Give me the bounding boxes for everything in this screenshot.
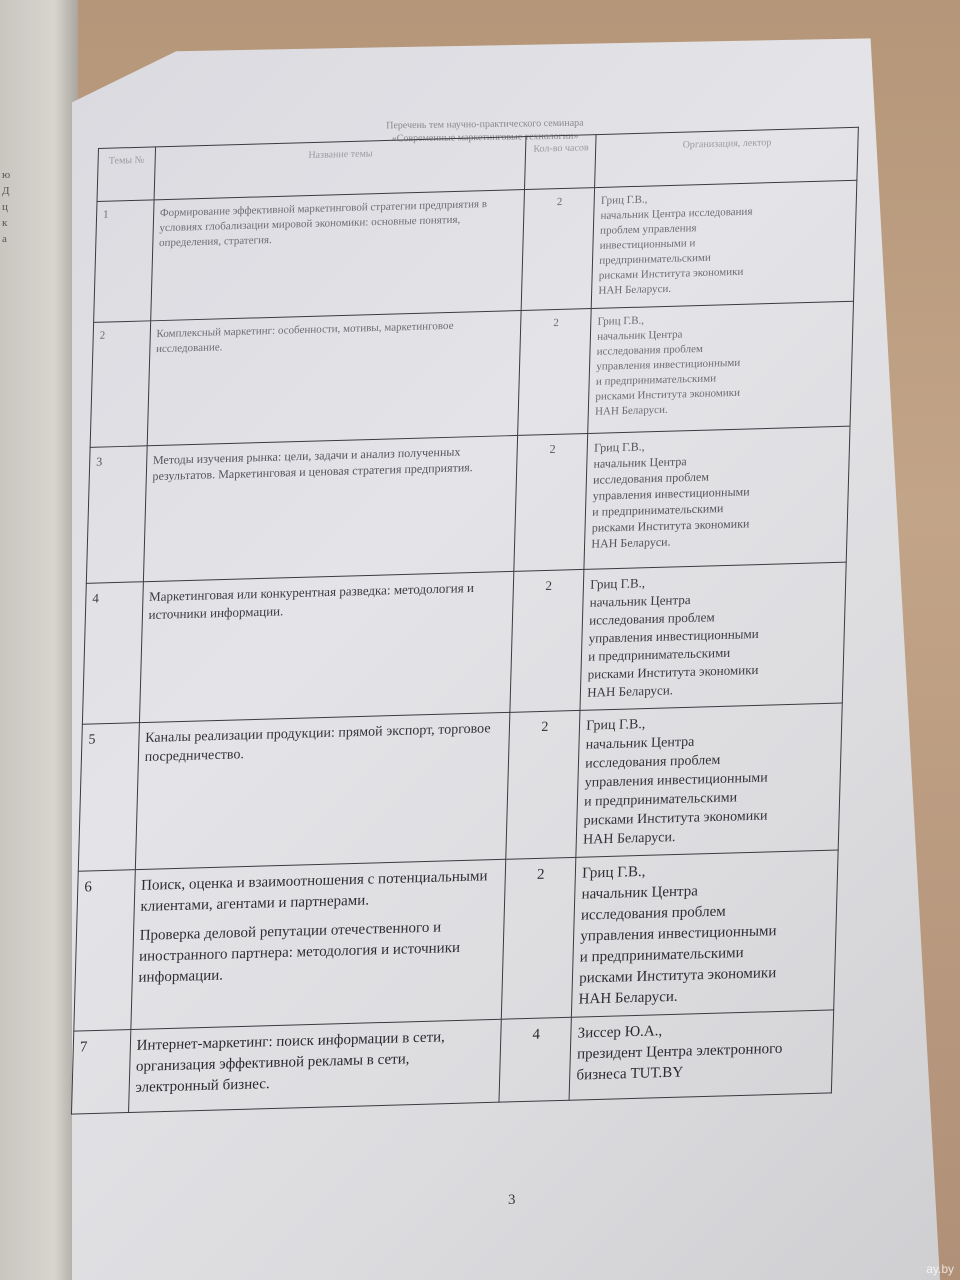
organizer-line: президент Центра электронного [576,1040,783,1063]
organizer-line: исследования проблем [592,469,710,487]
organizer-line: Зиссер Ю.А., [577,1023,663,1042]
topic-title [131,859,507,1029]
topic-title [135,712,510,869]
organizer-line: проблем управления [599,222,697,237]
organizer-line: Гриц Г.В., [590,575,646,592]
topic-hours: 2 [506,710,580,859]
title-line-1: Перечень тем научно-практического семинара [386,117,584,132]
topic-hours: 4 [499,1017,571,1102]
organizer-line: начальник Центра [585,734,695,753]
organizer-line: начальник Центра [593,454,687,471]
organizer-line: предпринимательскими [599,251,712,267]
topic-organizer [580,562,846,710]
topic-organizer [572,850,839,1017]
organizer-line: инвестиционными и [599,237,696,252]
organizer-line: НАН Беларуси. [578,988,678,1008]
watermark: ay.by [926,1262,954,1276]
topic-hours: 2 [514,433,588,571]
header-number: Темы № [97,147,155,202]
topic-title [147,310,522,445]
header-organizer: Организация, лектор [595,127,859,187]
topic-hours: 2 [522,188,595,311]
organizer-line: рисками Института экономики [578,965,777,987]
organizer-line: Гриц Г.В., [597,314,645,328]
topic-organizer [588,301,854,433]
organizer-line: начальник Центра [596,328,683,343]
page-number: 3 [508,1192,516,1208]
topic-paragraph: Формирование эффективной маркетинговой стратегии предприятия в условиях глобализации мировой экономики: основные понятия, определения, стратегия. [158,198,488,250]
header-hours: Кол-во часов [525,135,596,190]
topic-paragraph: Методы изучения рынка: цели, задачи и анализ полученных результатов. Маркетинговая и ценовая стратегия предприятия. [152,444,473,484]
organizer-line: рисками Института экономики [583,808,768,829]
organizer-line: НАН Беларуси. [591,534,671,551]
organizer-line: и предпринимательскими [583,790,738,810]
organizer-line: НАН Беларуси. [598,282,672,297]
topic-paragraph: Поиск, оценка и взаимоотношения с потенциальными клиентами, агентами и партнерами. [140,868,488,915]
organizer-line: НАН Беларуси. [582,830,676,848]
organizer-line: рисками Института экономики [598,265,744,282]
topics-table-wrapper [71,126,897,1115]
topic-hours: 2 [510,569,584,712]
organizer-line: исследования проблем [596,342,704,358]
topic-paragraph: Каналы реализации продукции: прямой экспорт, торговое посредничество. [144,721,491,765]
topic-number: 3 [86,446,147,584]
topic-number: 6 [74,870,135,1032]
organizer-line: начальник Центра исследования [600,205,753,222]
organizer-line: исследования проблем [584,752,721,772]
topic-organizer [569,1010,833,1100]
topic-hours: 2 [518,309,591,436]
topic-organizer [584,426,850,569]
organizer-line: и предпринимательскими [588,644,731,664]
header-topic: Название темы [154,137,527,200]
topics-table [71,127,859,1115]
topic-title [128,1019,502,1112]
organizer-line: начальник Центра [581,883,699,903]
table-row [74,850,838,1031]
topic-organizer [576,703,842,857]
topic-title [143,435,518,581]
organizer-line: управления инвестиционными [580,923,777,945]
organizer-line: бизнеса TUT.BY [576,1064,684,1084]
organizer-line: Гриц Г.В., [581,863,646,882]
topic-paragraph: Проверка деловой репутации отечественного и иностранного партнера: методология и источники информации. [138,919,461,986]
organizer-line: исследования проблем [589,609,715,628]
previous-page-edge: ю Д ц к а [0,0,78,1280]
topic-number: 5 [78,723,139,872]
organizer-line: управления инвестиционными [596,356,741,373]
organizer-line: рисками Института экономики [591,516,750,535]
organizer-line: управления инвестиционными [588,625,759,646]
organizer-line: Гриц Г.В., [593,439,645,455]
topic-number: 1 [94,200,154,323]
table-row [82,562,846,724]
organizer-line: и предпринимательскими [595,372,717,388]
organizer-line: рисками Института экономики [595,386,741,403]
organizer-line: рисками Института экономики [587,661,759,682]
organizer-line: управления инвестиционными [584,770,768,791]
topic-number: 4 [82,582,143,725]
organizer-line: управления инвестиционными [592,484,750,503]
table-row [86,426,850,583]
table-row [94,180,857,322]
topic-paragraph: Маркетинговая или конкурентная разведка: методология и источники информации. [148,579,475,623]
organizer-line: исследования проблем [580,903,726,924]
organizer-line: НАН Беларуси. [594,403,668,418]
organizer-line: и предпринимательскими [592,501,724,519]
topic-paragraph: Комплексный маркетинг: особенности, мотивы, маркетинговое исследование. [155,319,454,356]
topic-number: 7 [71,1030,130,1115]
organizer-line: начальник Центра [589,591,691,610]
topic-organizer [591,180,856,308]
topic-hours: 2 [502,857,576,1019]
organizer-line: Гриц Г.В., [600,193,648,207]
title-line-2: «Современные маркетинговые технологии» [391,130,579,145]
topic-title [150,190,525,321]
topic-number: 2 [90,321,150,448]
organizer-line: и предпринимательскими [579,945,744,966]
topic-paragraph: Интернет-маркетинг: поиск информации в сети, организация эффективной рекламы в сети, электронный бизнес. [135,1029,446,1096]
table-row [78,703,842,871]
organizer-line: НАН Беларуси. [587,682,674,700]
organizer-line: Гриц Г.В., [586,717,646,734]
topic-title [139,571,514,722]
table-row [90,301,853,447]
